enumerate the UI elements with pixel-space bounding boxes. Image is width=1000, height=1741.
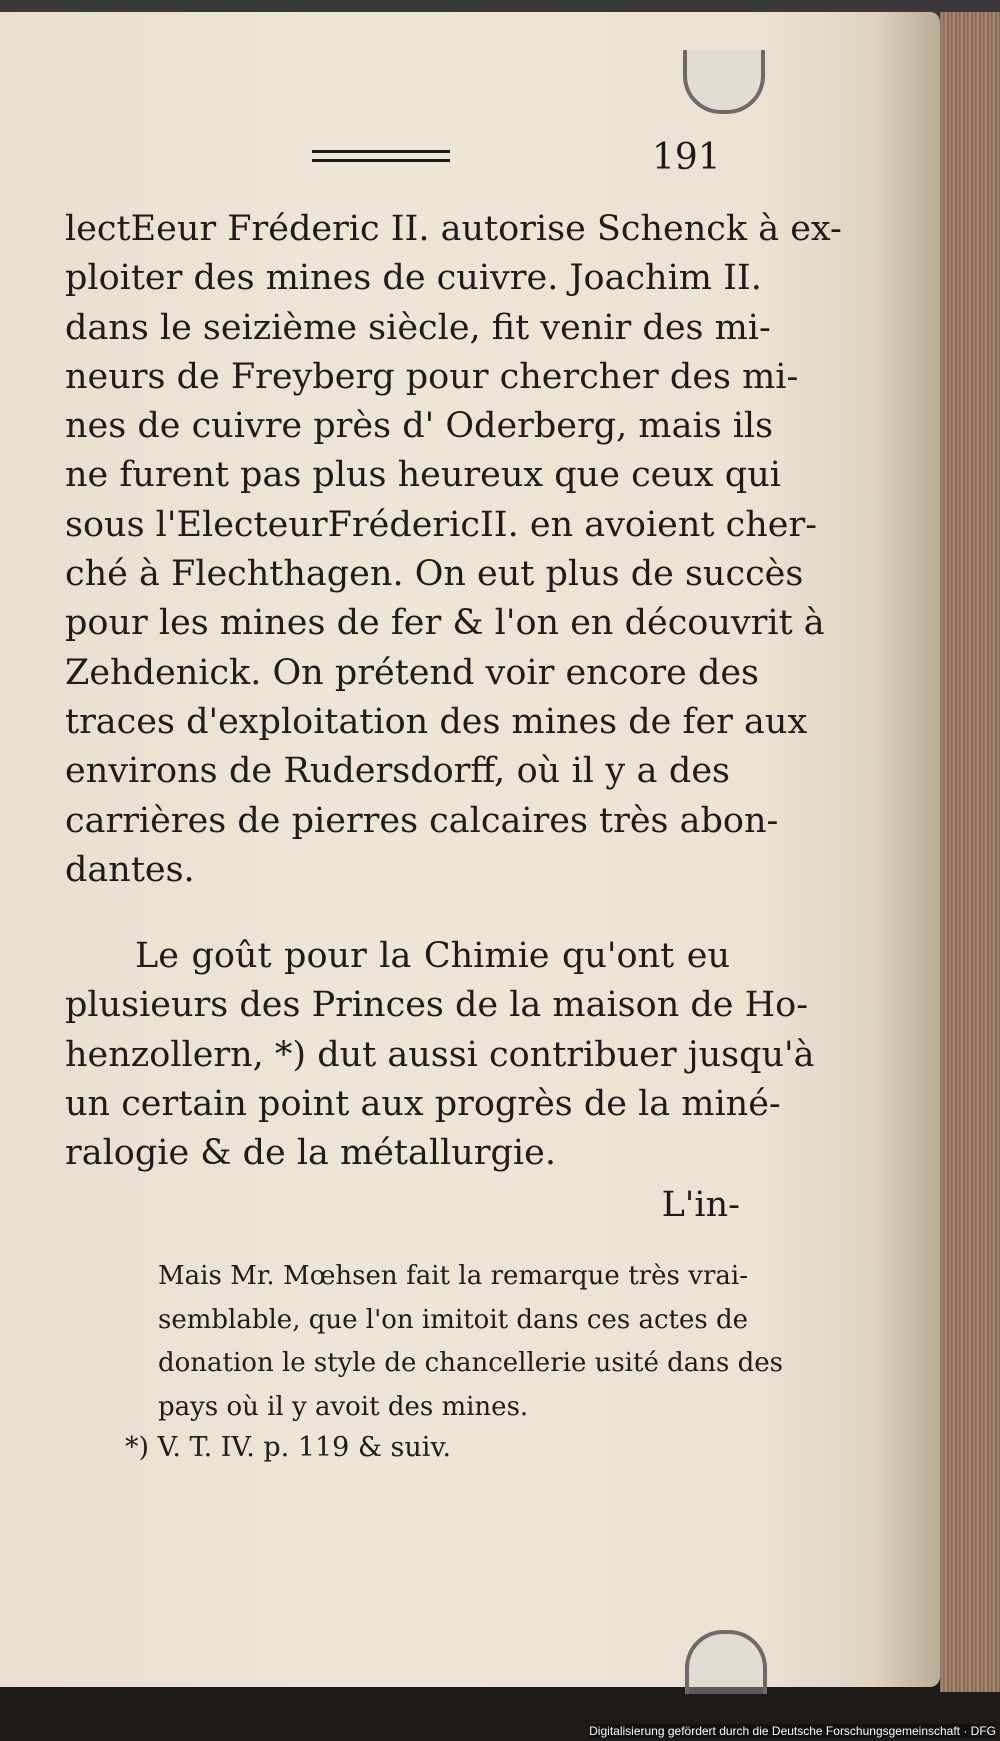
header-rule <box>312 150 450 162</box>
text-line: ralogie & de la métallurgie. <box>65 1133 556 1174</box>
text-line: plusieurs des Princes de la maison de Ho- <box>65 985 809 1026</box>
text-line: carrières de pierres calcaires très abon- <box>65 800 779 841</box>
text-line: traces d'exploitation des mines de fer aux <box>65 701 808 742</box>
digitization-credit: Digitalisierung gefördert durch die Deutsche Forschungsgemeinschaft · DFG <box>589 1724 996 1738</box>
footnote-line: donation le style de chancellerie usité dans des <box>158 1348 783 1378</box>
text-line: dans le seizième siècle, fit venir des mi- <box>65 307 771 348</box>
paragraph-gap <box>65 895 730 932</box>
text-line: Le goût pour la Chimie qu'ont eu <box>135 936 730 977</box>
text-line: henzollern, *) dut aussi contribuer jusqu'à <box>65 1034 815 1075</box>
text-line: un certain point aux progrès de la miné- <box>65 1084 781 1125</box>
text-line: dantes. <box>65 849 195 890</box>
page-edges <box>940 12 1000 1692</box>
text-line: sous l'ElecteurFrédericII. en avoient cher- <box>65 504 818 545</box>
catchword: L'in- <box>661 1185 740 1225</box>
text-line: ploiter des mines de cuivre. Joachim II. <box>65 258 762 299</box>
footnote-line: Mais Mr. Mœhsen fait la remarque très vrai- <box>158 1261 748 1291</box>
text-line: ché à Flechthagen. On eut plus de succès <box>65 554 804 595</box>
text-line: lectEeur Fréderic II. autorise Schenck à ex- <box>65 209 842 249</box>
text-line: pour les mines de fer & l'on en découvrit à <box>65 603 825 644</box>
text-line: ne furent pas plus heureux que ceux qui <box>65 455 781 496</box>
page-number: 191 <box>652 137 721 178</box>
footnote-reference: *) V. T. IV. p. 119 & suiv. <box>125 1432 452 1463</box>
text-line: neurs de Freyberg pour chercher des mi- <box>65 356 799 397</box>
footnote-line: semblable, que l'on imitoit dans ces actes de <box>158 1304 748 1335</box>
footnote <box>158 1255 783 1429</box>
page-clip-bottom <box>685 1630 767 1694</box>
body-text <box>65 205 842 1179</box>
text-line: Zehdenick. On prétend voir encore des <box>65 652 760 693</box>
text-line: environs de Rudersdorff, où il y a des <box>65 751 730 792</box>
text-line: nes de cuivre près d' Oderberg, mais ils <box>65 406 774 447</box>
footnote-line: pays où il y avoit des mines. <box>158 1391 529 1422</box>
